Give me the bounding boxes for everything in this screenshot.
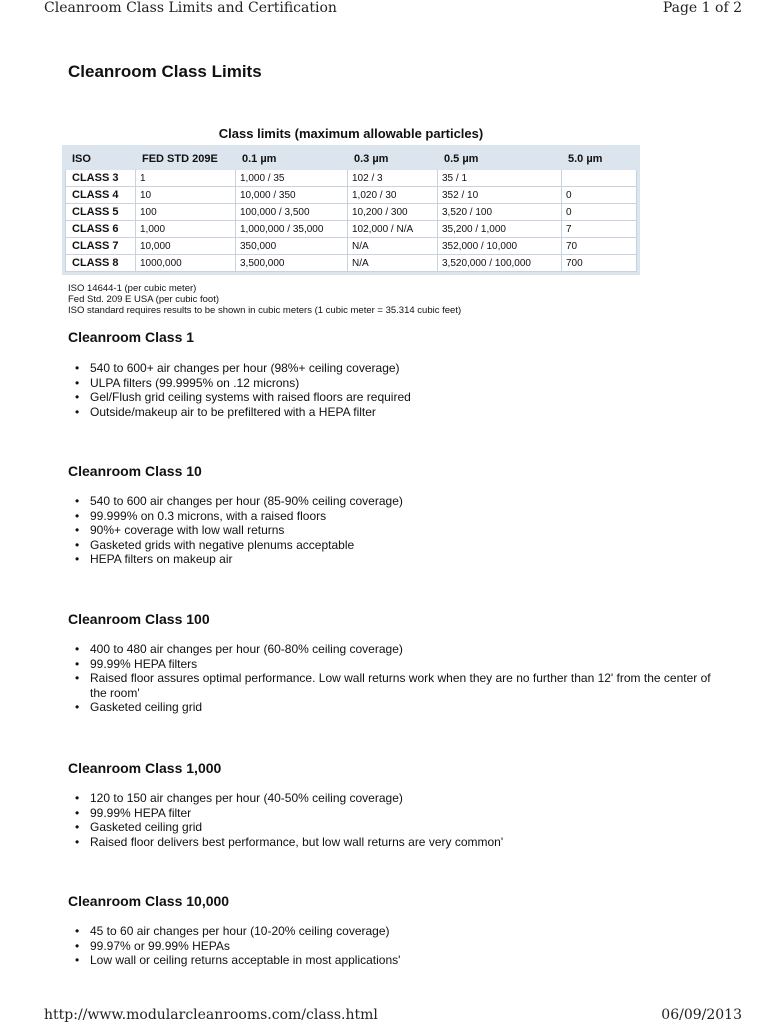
section-heading: Cleanroom Class 1,000 [68,760,222,776]
list-item: • Outside/makeup air to be prefiltered with a HEPA filter [68,405,718,420]
bullet-list [68,924,718,968]
list-item: • Gasketed grids with negative plenums acceptable [68,538,718,553]
table-cell: 700 [562,255,637,272]
table-cell: CLASS 3 [66,170,136,187]
class-limits-table-container [62,145,640,275]
page-header-title: Cleanroom Class Limits and Certification [44,0,337,16]
page-url: http://www.modularcleanrooms.com/class.html [44,1007,378,1023]
page-title: Cleanroom Class Limits [68,62,262,81]
list-item: • 45 to 60 air changes per hour (10-20% ceiling coverage) [68,924,718,939]
list-item: • Gel/Flush grid ceiling systems with raised floors are required [68,390,718,405]
table-cell: 1000,000 [136,255,236,272]
table-cell: 1 [136,170,236,187]
page-number: Page 1 of 2 [662,0,742,16]
list-item: • Raised floor delivers best performance, but low wall returns are very common' [68,835,718,850]
table-cell: 350,000 [236,238,348,255]
list-item: • 99.99% HEPA filters [68,657,718,672]
table-row [66,238,637,255]
note-line: ISO standard requires results to be shown in cubic meters (1 cubic meter = 35.314 cubic feet) [68,305,462,316]
table-cell: CLASS 4 [66,187,136,204]
table-row [66,221,637,238]
table-cell [562,170,637,187]
table-cell: 70 [562,238,637,255]
table-notes [68,283,461,316]
table-cell: N/A [348,238,438,255]
table-cell: 1,000 / 35 [236,170,348,187]
table-cell: 35,200 / 1,000 [438,221,562,238]
table-cell: 10,000 / 350 [236,187,348,204]
table-cell: 35 / 1 [438,170,562,187]
section-class-10 [68,463,718,567]
table-cell: 100 [136,204,236,221]
bullet-list [68,791,718,849]
table-cell: 102,000 / N/A [348,221,438,238]
table-cell: 10 [136,187,236,204]
column-header: 0.3 µm [348,149,438,170]
table-cell: 7 [562,221,637,238]
list-item: • 99.99% HEPA filter [68,806,718,821]
list-item: • 120 to 150 air changes per hour (40-50% ceiling coverage) [68,791,718,806]
list-item: • Raised floor assures optimal performance. Low wall returns work when they are no further than 12' from the center of the room' [68,671,718,700]
table-cell: 100,000 / 3,500 [236,204,348,221]
table-row [66,204,637,221]
section-class-1000 [68,760,718,849]
table-row [66,255,637,272]
table-cell: 3,500,000 [236,255,348,272]
column-header: 0.5 µm [438,149,562,170]
table-cell: CLASS 7 [66,238,136,255]
list-item: • Low wall or ceiling returns acceptable in most applications' [68,953,718,968]
table-cell: 3,520,000 / 100,000 [438,255,562,272]
section-class-10000 [68,893,718,968]
section-class-100 [68,611,718,715]
list-item: • Gasketed ceiling grid [68,700,718,715]
list-item: • 99.999% on 0.3 microns, with a raised floors [68,509,718,524]
table-caption: Class limits (maximum allowable particles) [218,126,484,141]
bullet-list [68,642,718,715]
section-heading: Cleanroom Class 100 [68,611,210,627]
list-item: • 400 to 480 air changes per hour (60-80% ceiling coverage) [68,642,718,657]
column-header: 0.1 µm [236,149,348,170]
list-item: • 99.97% or 99.99% HEPAs [68,939,718,954]
list-item: • 540 to 600 air changes per hour (85-90% ceiling coverage) [68,494,718,509]
table-cell: 0 [562,204,637,221]
class-limits-table [65,148,637,272]
section-heading: Cleanroom Class 1 [68,329,195,345]
table-row [66,170,637,187]
table-row [66,187,637,204]
table-cell: CLASS 8 [66,255,136,272]
list-item: • 540 to 600+ air changes per hour (98%+ ceiling coverage) [68,361,718,376]
column-header: ISO [66,149,136,170]
table-cell: 1,000,000 / 35,000 [236,221,348,238]
section-class-1 [68,329,718,419]
list-item: • 90%+ coverage with low wall returns [68,523,718,538]
table-cell: 1,000 [136,221,236,238]
table-cell: 102 / 3 [348,170,438,187]
table-cell: N/A [348,255,438,272]
table-cell: 352,000 / 10,000 [438,238,562,255]
table-cell: 10,200 / 300 [348,204,438,221]
table-cell: 0 [562,187,637,204]
list-item: • Gasketed ceiling grid [68,820,718,835]
note-line: ISO 14644-1 (per cubic meter) [68,283,197,294]
table-header-row [66,149,637,170]
table-cell: CLASS 6 [66,221,136,238]
bullet-list [68,494,718,567]
column-header: 5.0 µm [562,149,637,170]
section-heading: Cleanroom Class 10 [68,463,202,479]
table-cell: CLASS 5 [66,204,136,221]
table-cell: 1,020 / 30 [348,187,438,204]
page-date: 06/09/2013 [661,1007,742,1023]
table-cell: 352 / 10 [438,187,562,204]
section-heading: Cleanroom Class 10,000 [68,893,230,909]
table-cell: 10,000 [136,238,236,255]
note-line: Fed Std. 209 E USA (per cubic foot) [68,294,220,305]
bullet-list [68,361,718,419]
column-header: FED STD 209E [136,149,236,170]
table-cell: 3,520 / 100 [438,204,562,221]
list-item: • ULPA filters (99.9995% on .12 microns) [68,376,718,391]
list-item: • HEPA filters on makeup air [68,552,718,567]
